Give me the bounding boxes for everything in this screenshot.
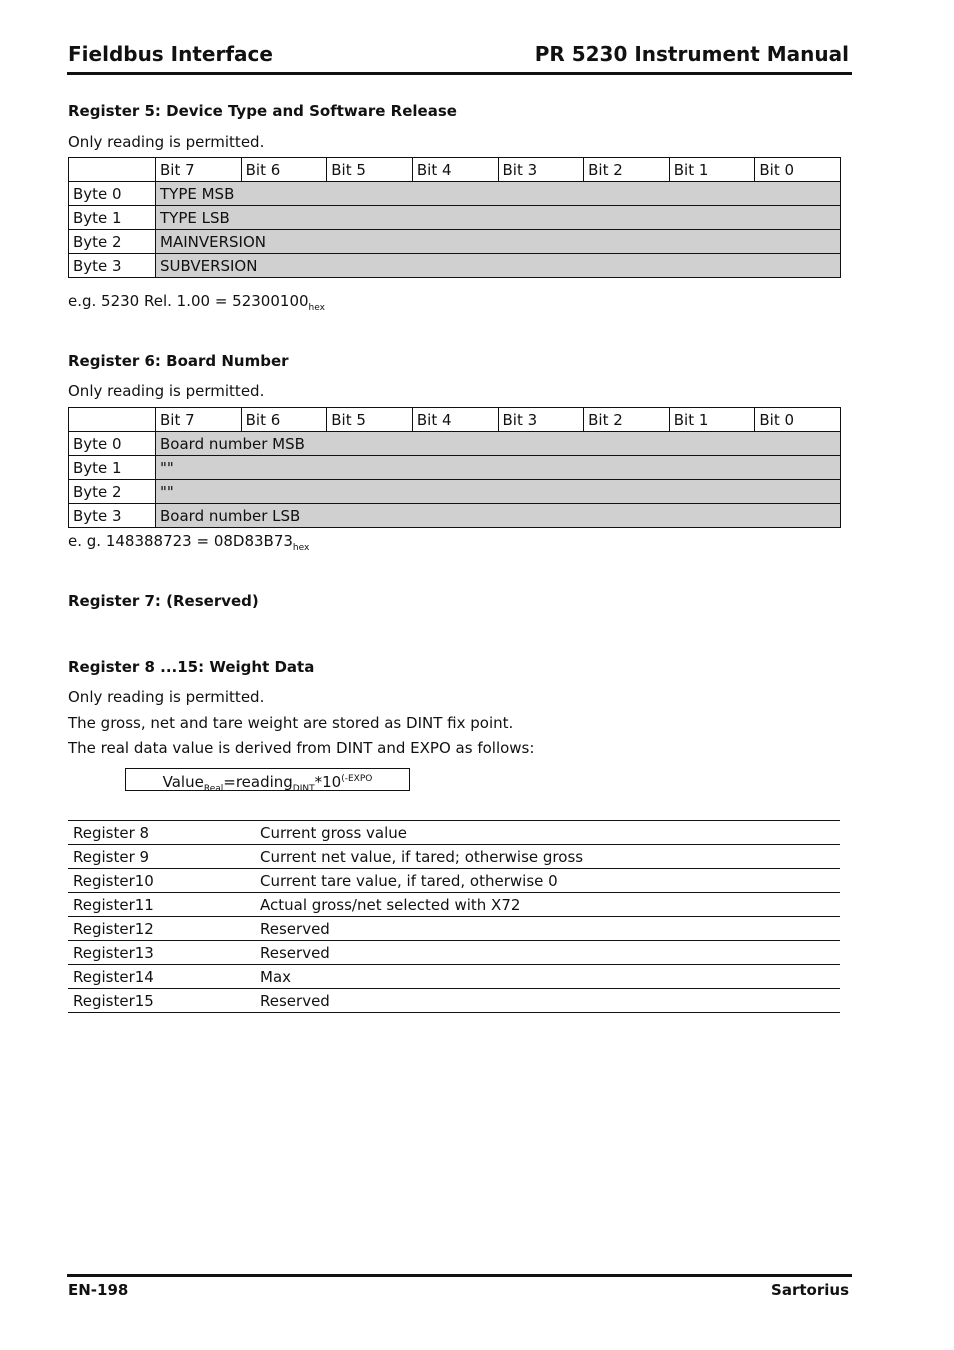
register-desc: Current tare value, if tared, otherwise 0 <box>255 869 840 893</box>
register-desc: Reserved <box>255 941 840 965</box>
table-row <box>68 917 840 941</box>
reg5-note: Only reading is permitted. <box>68 133 265 151</box>
reg6-example: e. g. $148388723 = 08D83B73_{hex}$ <box>68 532 310 553</box>
table-row <box>68 965 840 989</box>
table-row <box>68 989 840 1013</box>
table-header-row <box>69 158 841 182</box>
table-row <box>69 206 841 230</box>
section-title: Fieldbus Interface <box>68 42 273 66</box>
weight-register-table <box>68 820 840 1013</box>
bit-header: Bit 7 <box>156 408 242 432</box>
bit-header: Bit 2 <box>584 408 670 432</box>
byte-label: Byte 3 <box>69 254 156 278</box>
byte-label: Byte 0 <box>69 432 156 456</box>
register-name: Register 8 <box>68 821 255 845</box>
bit-header: Bit 6 <box>241 158 327 182</box>
reg8-line: The gross, net and tare weight are stored as DINT fix point. <box>68 714 514 732</box>
table-row <box>68 941 840 965</box>
bit-header: Bit 1 <box>669 408 755 432</box>
reg8-line: The real data value is derived from DINT and EXPO as follows: <box>68 739 535 757</box>
bit-header: Bit 5 <box>327 158 413 182</box>
reg8-line: Only reading is permitted. <box>68 688 265 706</box>
corner-cell <box>69 408 156 432</box>
formula-box: $Value_{Real}=reading_{DINT}*10^{(-EXPO}$ <box>125 768 410 791</box>
byte-label: Byte 2 <box>69 480 156 504</box>
table-row <box>68 869 840 893</box>
reg5-heading: Register 5: Device Type and Software Release <box>68 102 457 120</box>
table-row <box>69 432 841 456</box>
table-header-row <box>69 408 841 432</box>
table-row <box>69 480 841 504</box>
register-name: Register11 <box>68 893 255 917</box>
bit-header: Bit 1 <box>669 158 755 182</box>
bit-header: Bit 4 <box>412 158 498 182</box>
bit-header: Bit 5 <box>327 408 413 432</box>
register-desc: Reserved <box>255 917 840 941</box>
footer-rule <box>67 1274 852 1277</box>
bit-header: Bit 4 <box>412 408 498 432</box>
table-row <box>69 456 841 480</box>
byte-value: Board number LSB <box>156 504 841 528</box>
company-name: Sartorius <box>771 1281 849 1299</box>
reg6-heading: Register 6: Board Number <box>68 352 289 370</box>
corner-cell <box>69 158 156 182</box>
byte-value: SUBVERSION <box>156 254 841 278</box>
bit-header: Bit 3 <box>498 408 584 432</box>
register-name: Register13 <box>68 941 255 965</box>
byte-label: Byte 1 <box>69 456 156 480</box>
header-rule <box>67 72 852 75</box>
reg5-example: e.g. 5230 Rel. $1.00 = 52300100_{hex}$ <box>68 292 325 313</box>
bit-header: Bit 7 <box>156 158 242 182</box>
bit-header: Bit 6 <box>241 408 327 432</box>
reg6-table <box>68 407 841 528</box>
document-title: PR 5230 Instrument Manual <box>534 42 849 66</box>
register-name: Register14 <box>68 965 255 989</box>
byte-value: Board number MSB <box>156 432 841 456</box>
table-row <box>68 893 840 917</box>
page-number: EN-198 <box>68 1281 129 1299</box>
byte-value: MAINVERSION <box>156 230 841 254</box>
bit-header: Bit 2 <box>584 158 670 182</box>
reg5-table <box>68 157 841 278</box>
register-name: Register12 <box>68 917 255 941</box>
register-desc: Current net value, if tared; otherwise gross <box>255 845 840 869</box>
byte-label: Byte 2 <box>69 230 156 254</box>
byte-value: TYPE LSB <box>156 206 841 230</box>
register-name: Register10 <box>68 869 255 893</box>
table-row <box>68 821 840 845</box>
reg6-note: Only reading is permitted. <box>68 382 265 400</box>
byte-label: Byte 0 <box>69 182 156 206</box>
table-row <box>68 845 840 869</box>
register-desc: Max <box>255 965 840 989</box>
table-row <box>69 182 841 206</box>
byte-label: Byte 1 <box>69 206 156 230</box>
reg7-heading: Register 7: (Reserved) <box>68 592 259 610</box>
register-name: Register15 <box>68 989 255 1013</box>
table-row <box>69 254 841 278</box>
bit-header: Bit 3 <box>498 158 584 182</box>
register-desc: Reserved <box>255 989 840 1013</box>
reg8-heading: Register 8 ...15: Weight Data <box>68 658 315 676</box>
register-name: Register 9 <box>68 845 255 869</box>
table-row <box>69 504 841 528</box>
byte-value: TYPE MSB <box>156 182 841 206</box>
register-desc: Current gross value <box>255 821 840 845</box>
register-desc: Actual gross/net selected with X72 <box>255 893 840 917</box>
byte-value: "" <box>156 480 841 504</box>
byte-value: "" <box>156 456 841 480</box>
bit-header: Bit 0 <box>755 158 841 182</box>
byte-label: Byte 3 <box>69 504 156 528</box>
bit-header: Bit 0 <box>755 408 841 432</box>
table-row <box>69 230 841 254</box>
